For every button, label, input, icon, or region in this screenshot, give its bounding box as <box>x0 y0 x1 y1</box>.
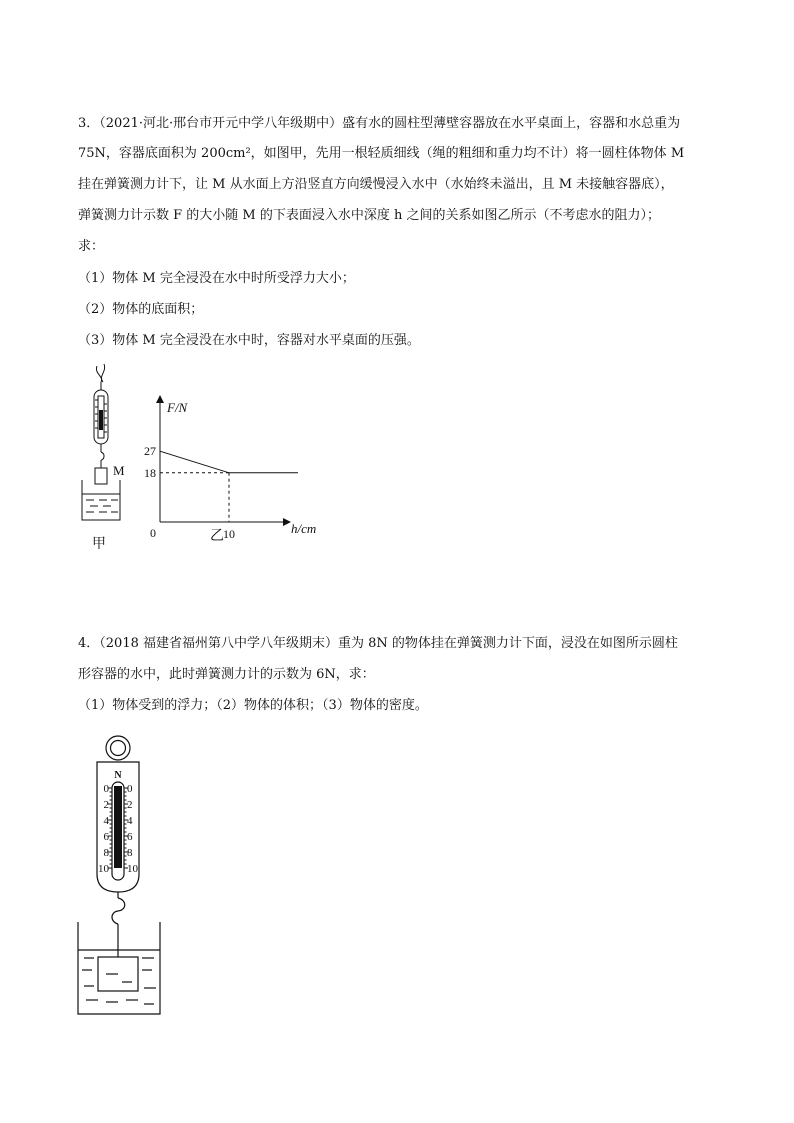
y-tick-label: 27 <box>144 444 156 459</box>
jia-object-label: M <box>113 463 125 478</box>
scale-mark: 8 <box>127 847 133 859</box>
plot-area <box>144 444 298 541</box>
scale-mark: 2 <box>127 799 133 811</box>
yi-caption: 乙 <box>210 529 224 544</box>
scale-mark: 8 <box>103 847 109 859</box>
problem4-questions: （1）物体受到的浮力；（2）物体的体积；（3）物体的密度。 <box>78 698 428 713</box>
problem3-line-2: 75N，容器底面积为 200cm²，如图甲，先用一根轻质细线（绳的粗细和重力均不计）将一圆柱体物体 M <box>78 146 685 161</box>
problem3-question-3: （3）物体 M 完全浸没在水中时，容器对水平桌面的压强。 <box>78 333 420 348</box>
problem3-line-5: 求： <box>78 239 105 254</box>
scale-unit: N <box>114 770 122 781</box>
x-axis-label: h/cm <box>291 521 317 536</box>
problem4-line-1: 4．（2018 福建省福州第八中学八年级期末）重为 8N 的物体挂在弹簧测力计下面，浸没在如图所示圆柱 <box>78 636 678 651</box>
jia-caption: 甲 <box>92 537 106 552</box>
scale-mark: 6 <box>127 831 133 843</box>
scale-mark: 4 <box>127 815 133 827</box>
x-tick-label: 10 <box>223 527 235 541</box>
scale-mark: 2 <box>103 799 109 811</box>
figure-jia <box>70 362 140 557</box>
scale-marks-right <box>127 783 139 875</box>
figure-yi <box>140 390 340 555</box>
problem4-line-2: 形容器的水中，此时弹簧测力计的示数为 6N，求： <box>78 667 375 682</box>
scale-marks-left <box>98 783 110 875</box>
series-line <box>160 451 298 473</box>
figure-spring-scale <box>72 734 172 1024</box>
problem3-line-3: 挂在弹簧测力计下，让 M 从水面上方沿竖直方向缓慢浸入水中（水始终未溢出，且 M 未接触容器底）， <box>78 177 674 192</box>
problem3-question-1: （1）物体 M 完全浸没在水中时所受浮力大小； <box>78 271 355 286</box>
y-axis-label: F/N <box>167 400 188 415</box>
origin-label: 0 <box>150 526 156 540</box>
y-tick-label: 18 <box>144 465 156 480</box>
scale-mark: 10 <box>127 863 138 875</box>
scale-mark: 4 <box>103 815 109 827</box>
problem3-question-2: （2）物体的底面积； <box>78 302 204 317</box>
scale-mark: 10 <box>98 863 109 875</box>
scale-mark: 6 <box>103 831 109 843</box>
problem3-line-4: 弹簧测力计示数 F 的大小随 M 的下表面浸入水中深度 h 之间的关系如图乙所示（不考虑水的阻力）； <box>78 208 660 223</box>
scale-mark: 0 <box>127 783 133 795</box>
scale-mark: 0 <box>103 783 109 795</box>
problem3-line-1: 3．（2021·河北·邢台市开元中学八年级期中）盛有水的圆柱型薄壁容器放在水平桌面上，容器和水总重为 <box>78 116 681 131</box>
